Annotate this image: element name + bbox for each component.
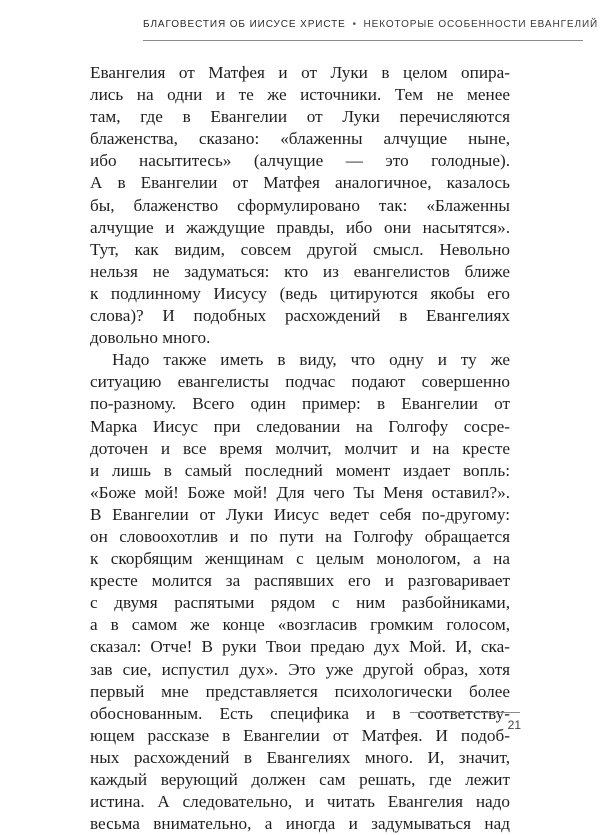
text-line: весьма внимательно, а иногда и задумываться над [90,814,510,834]
text-line: ибо насытитесь» (алчущие — это голодные). [90,151,510,171]
header-book-title: БЛАГОВЕСТИЯ ОБ ИИСУСЕ ХРИСТЕ [143,19,346,30]
text-line: обоснованным. Есть специфика и в соответству- [90,703,510,723]
text-line: сказал: Отче! В руки Твои предаю дух Мой. И, ска- [90,637,510,657]
text-line: Марка Иисус при следовании на Голгофу сосре- [90,416,510,436]
text-line: зав сие, испустил дух». Это уже другой образ, хотя [90,659,510,679]
text-line: блаженства, сказано: «блаженны алчущие ныне, [90,129,510,149]
text-line: первый мне представляется психологически более [90,681,510,701]
paragraph-2 [90,349,510,835]
header-separator: • [352,19,357,30]
text-line: «Боже мой! Боже мой! Для чего Ты Меня оставил?». [90,482,510,502]
text-line: каждый верующий должен сам решать, где лежит [90,770,510,789]
text-line: бы, блаженство сформулировано так: «Блаженны [90,195,510,215]
text-line: А в Евангелии от Матфея аналогичное, казалось [90,173,510,193]
footer-rule [410,712,520,713]
text-line: а в самом же конце «возгласив громким голосом, [90,615,510,635]
text-line: ющем рассказе в Евангелии от Матфея. И подоб- [90,725,510,745]
text-line: алчущие и жаждущие правды, ибо они насытятся». [90,217,510,237]
text-line: с двумя распятыми рядом с ним разбойниками, [90,593,510,613]
text-line: ситуацию евангелисты подчас подают совершенно [90,372,510,392]
text-line: истина. А следовательно, и читать Евангелия надо [90,792,510,812]
text-line: там, где в Евангелии от Луки перечисляются [90,107,510,127]
text-line: Тут, как видим, совсем другой смысл. Невольно [90,239,510,259]
paragraph-1 [90,62,510,349]
text-line: он словоохотлив и по пути на Голгофу обращается [90,526,510,546]
text-line: и лишь в самый последний момент издает вопль: [90,460,510,480]
main-text [90,62,510,835]
text-line: доточен и все время молчит, молчит и на кресте [90,438,510,458]
text-line: ных расхождений в Евангелиях много. И, значит, [90,747,510,767]
text-line: В Евангелии от Луки Иисус ведет себя по-другому: [90,504,510,524]
text-line: лись на одни и те же источники. Тем не менее [90,85,510,105]
text-line: к подлинному Иисусу (ведь цитируются якобы его [90,283,510,303]
page-number: 21 [507,718,521,732]
text-line: нельзя не задуматься: кто из евангелистов ближе [90,261,510,281]
text-line: Надо также иметь в виду, что одну и ту же [112,350,510,370]
text-line: слова)? И подобных расхождений в Евангелиях [90,306,510,326]
text-line: по-разному. Всего один пример: в Евангелии от [90,394,510,414]
text-line: Евангелия от Матфея и от Луки в целом опира- [90,63,510,82]
text-line: к скорбящим женщинам с целым монологом, а на [90,549,510,569]
text-line: довольно много. [90,328,211,348]
text-line: кресте молится за распявших его и разговаривает [90,571,510,591]
running-header [143,18,599,41]
header-chapter-title: НЕКОТОРЫЕ ОСОБЕННОСТИ ЕВАНГЕЛИЙ [363,19,599,30]
